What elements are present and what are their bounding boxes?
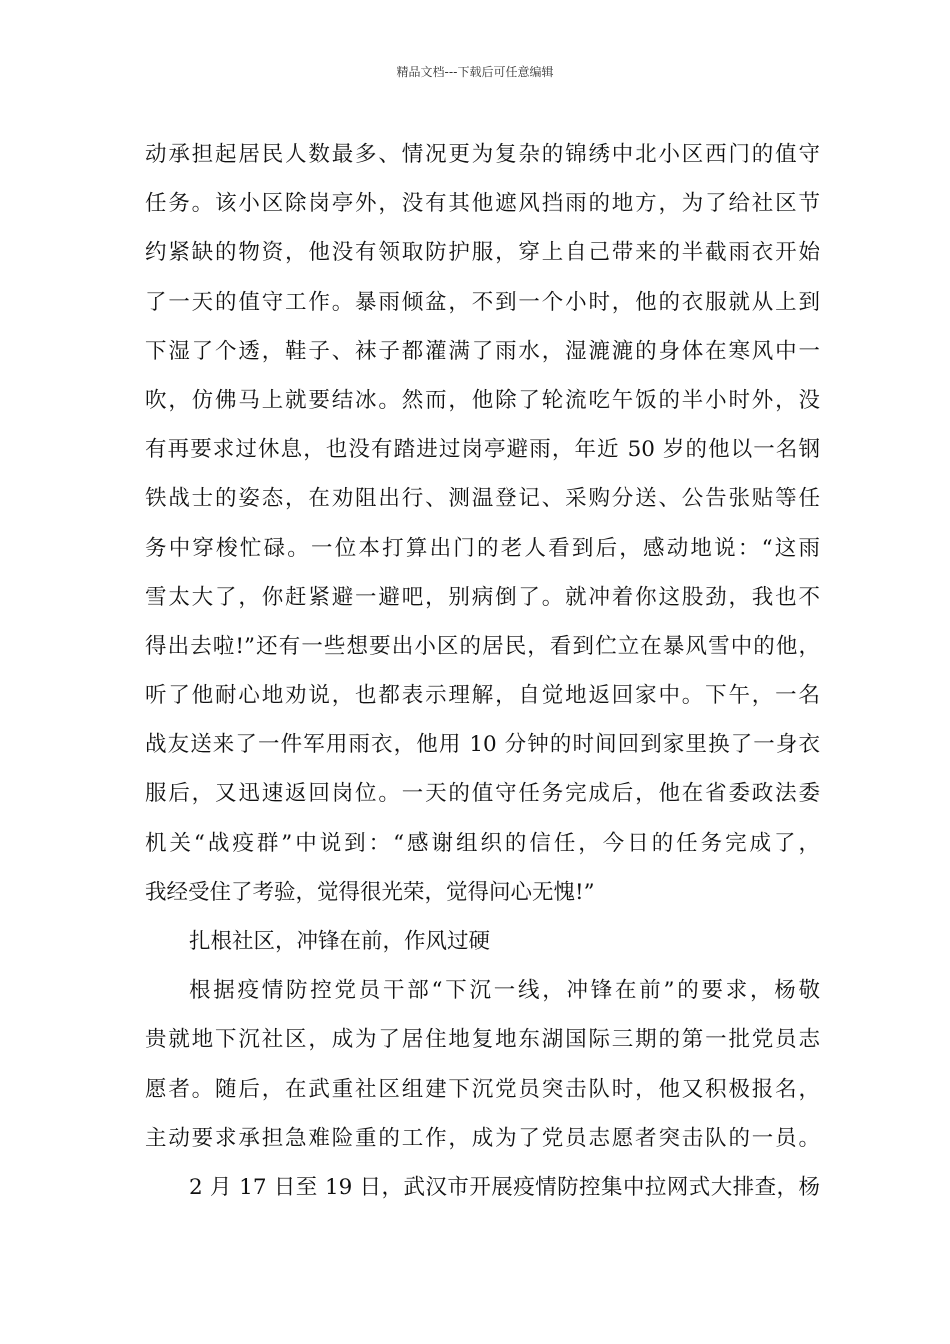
text-line: 我经受住了考验，觉得很光荣，觉得问心无愧!” [145,879,595,905]
text-line: 铁战士的姿态，在劝阻出行、测温登记、采购分送、公告张贴等任 [145,486,820,512]
document-body [145,130,820,1212]
text-line: 主动要求承担急难险重的工作，成为了党员志愿者突击队的一员。 [145,1125,820,1151]
text-line: 服后，又迅速返回岗位。一天的值守任务完成后，他在省委政法委 [145,781,820,807]
text-line: 雪太大了，你赶紧避一避吧，别病倒了。就冲着你这股劲，我也不 [145,584,820,610]
text-line: 吹，仿佛马上就要结冰。然而，他除了轮流吃午饭的半小时外，没 [145,387,820,413]
text-line: 听了他耐心地劝说，也都表示理解，自觉地返回家中。下午，一名 [145,683,820,709]
text-line: 务中穿梭忙碌。一位本打算出门的老人看到后，感动地说：“这雨 [145,535,820,561]
paragraph [145,130,820,917]
text-line: 动承担起居民人数最多、情况更为复杂的锦绣中北小区西门的值守 [145,142,820,167]
text-line: 机关“战疫群”中说到：“感谢组织的信任，今日的任务完成了， [145,830,820,856]
paragraph [145,1163,820,1212]
text-line: 有再要求过休息，也没有踏进过岗亭避雨，年近 50 岁的他以一名钢 [145,437,820,463]
text-line: 愿者。随后，在武重社区组建下沉党员突击队时，他又积极报名， [145,1076,820,1102]
page-header: 精品文档---下载后可任意编辑 [396,65,554,79]
text-line: 下湿了个透，鞋子、袜子都灌满了雨水，湿漉漉的身体在寒风中一 [145,338,820,364]
text-line: 任务。该小区除岗亭外，没有其他遮风挡雨的地方，为了给社区节 [145,191,820,217]
text-line: 约紧缺的物资，他没有领取防护服，穿上自己带来的半截雨衣开始 [145,240,820,266]
text-line: 战友送来了一件军用雨衣，他用 10 分钟的时间回到家里换了一身衣 [145,732,820,758]
section-heading: 扎根社区，冲锋在前，作风过硬 [189,929,491,954]
text-line: 2 月 17 日至 19 日，武汉市开展疫情防控集中拉网式大排查，杨 [189,1174,820,1200]
text-line: 得出去啦!”还有一些想要出小区的居民，看到伫立在暴风雪中的他， [145,633,820,659]
text-line: 根据疫情防控党员干部“下沉一线，冲锋在前”的要求，杨敬 [189,978,820,1004]
paragraph [145,966,820,1163]
text-line: 了一天的值守工作。暴雨倾盆，不到一个小时，他的衣服就从上到 [145,289,820,315]
text-line: 贵就地下沉社区，成为了居住地复地东湖国际三期的第一批党员志 [145,1027,820,1053]
